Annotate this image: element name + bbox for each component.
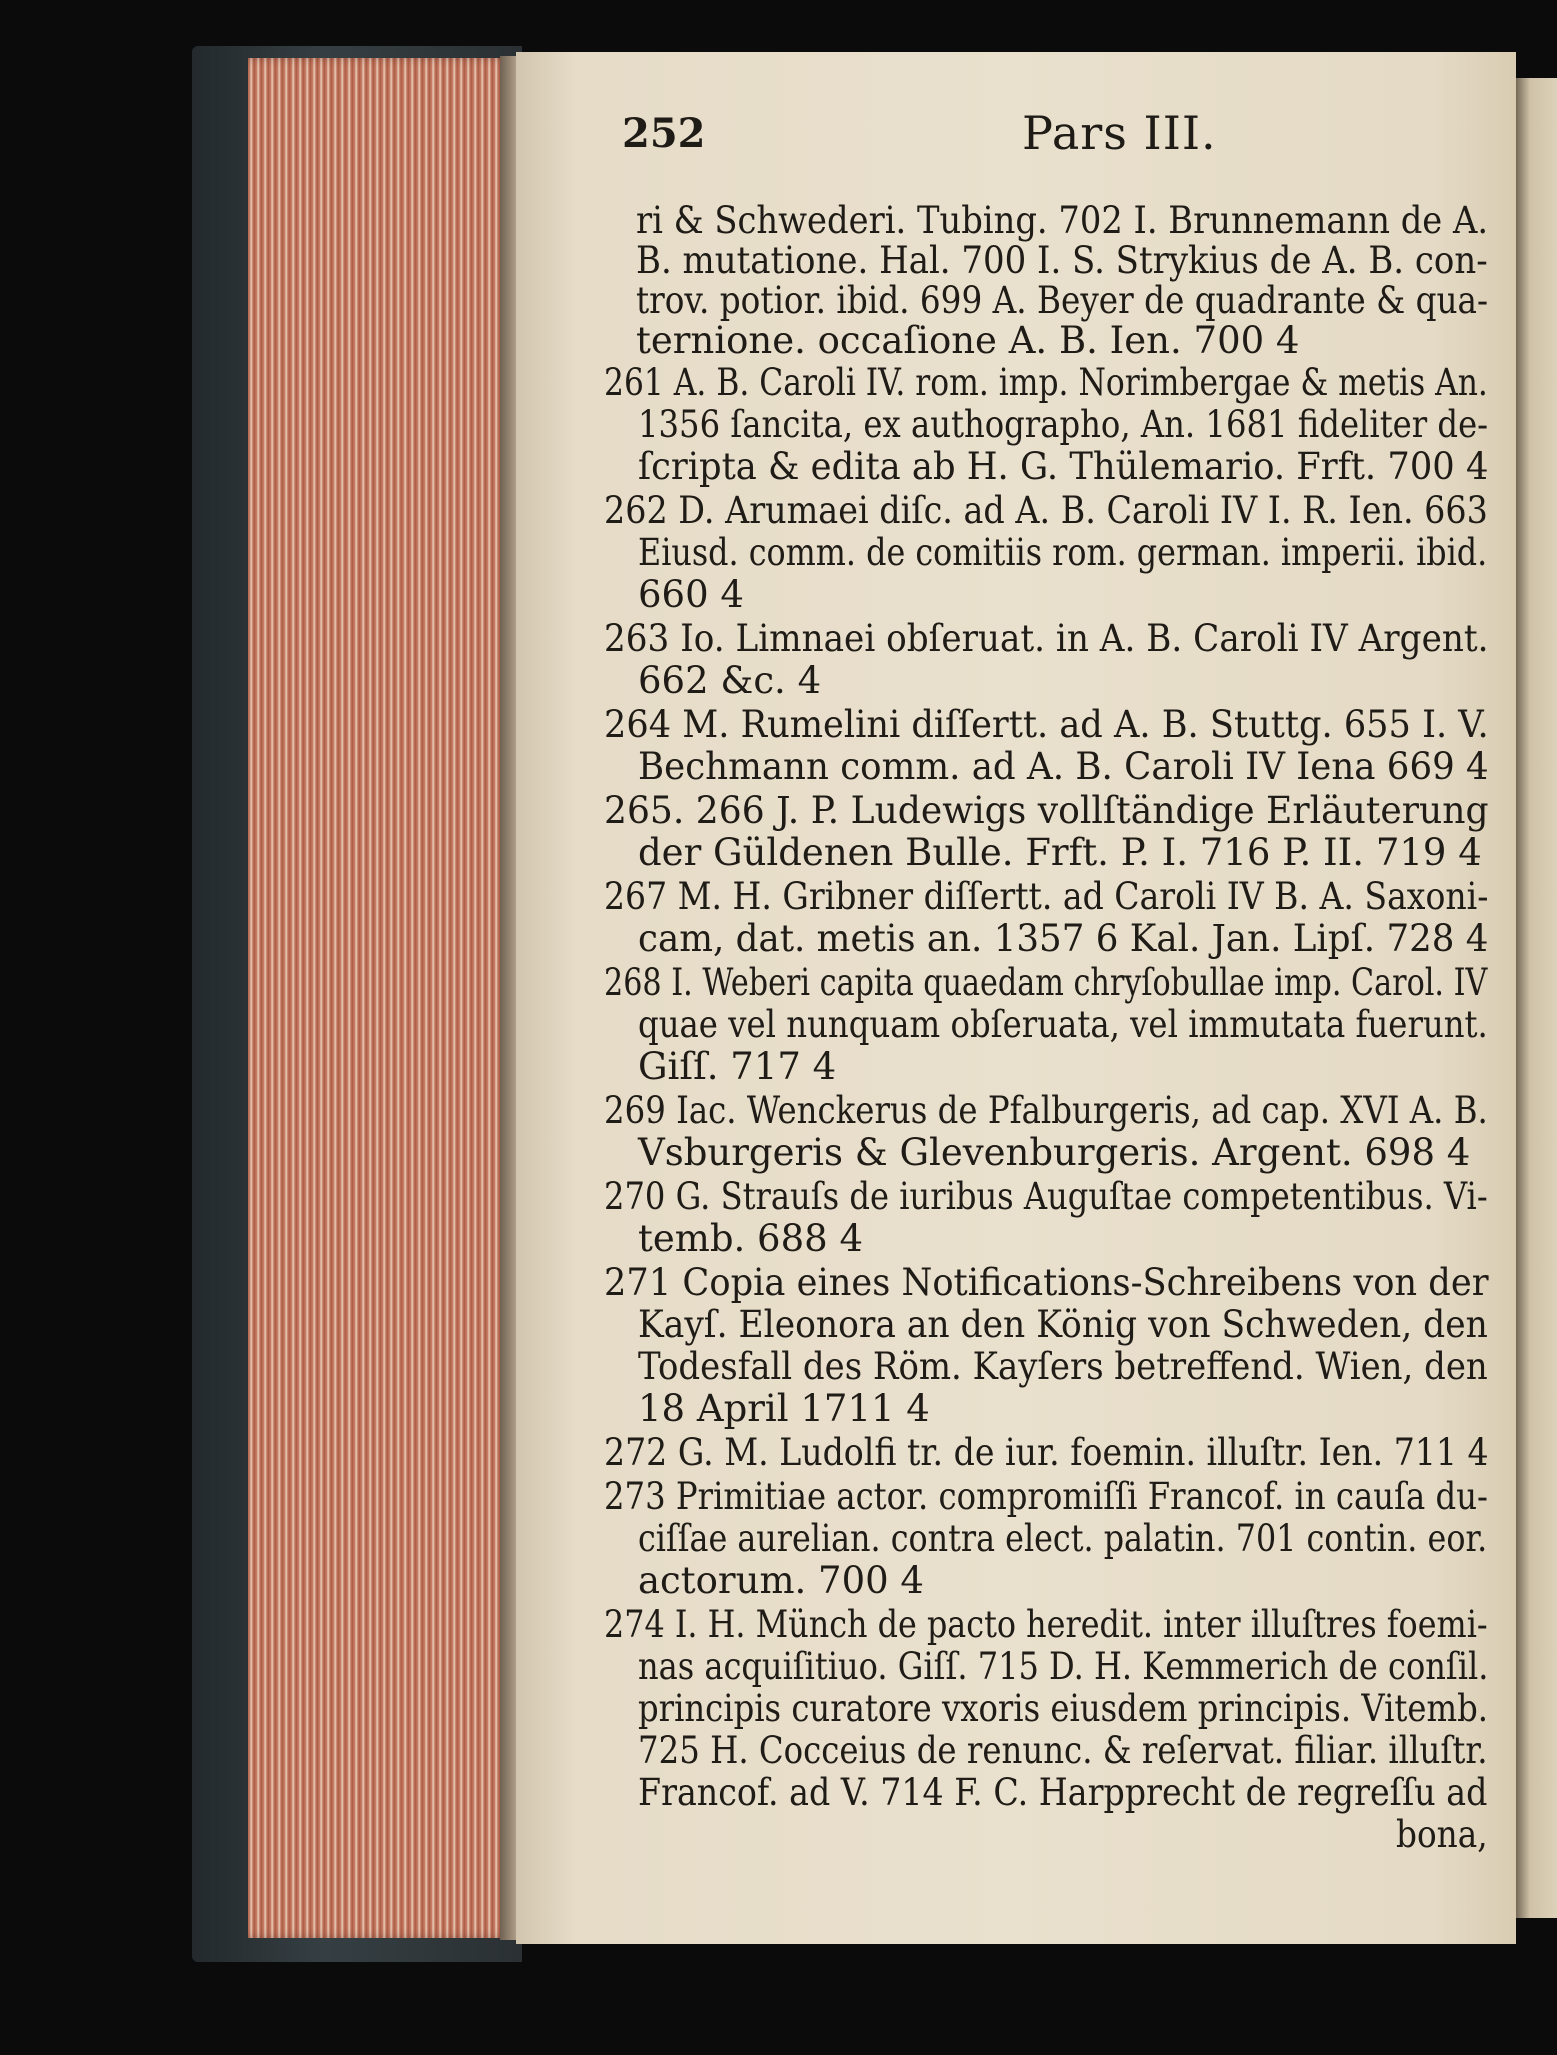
text-line: ciſſae aurelian. contra elect. palatin. 701 contin. eor. — [638, 1517, 1488, 1560]
text-line: nas acquiſitiuo. Giſſ. 715 D. H. Kemmerich de conſil. — [638, 1645, 1489, 1688]
page-header — [622, 100, 1542, 160]
running-head: Pars III. — [1022, 106, 1217, 160]
text-line: Kayſ. Eleonora an den König von Schweden, den — [638, 1303, 1488, 1346]
page-edges — [248, 58, 520, 1938]
text-line: Francof. ad V. 714 F. C. Harpprecht de regreſſu ad — [638, 1771, 1488, 1814]
entry-line: 269 Iac. Wenckerus de Pfalburgeris, ad cap. XVI A. B. — [604, 1089, 1488, 1132]
text-line: 660 4 — [638, 573, 744, 616]
text-line: 1356 ſancita, ex authographo, An. 1681 fideliter de- — [638, 403, 1489, 446]
entry-line: 261 A. B. Caroli IV. rom. imp. Norimbergae & metis An. — [604, 361, 1488, 404]
text-line: Bechmann comm. ad A. B. Caroli IV Iena 669 4 — [638, 745, 1489, 788]
entry-line: 273 Primitiae actor. compromiſſi Francof. in cauſa du- — [604, 1475, 1488, 1518]
text-line: ternione. occaſione A. B. Ien. 700 4 — [636, 319, 1300, 362]
text-line: 725 H. Cocceius de renunc. & reſervat. filiar. illuſtr. — [638, 1729, 1488, 1772]
text-line: principis curatore vxoris eiusdem principis. Vitemb. — [638, 1687, 1488, 1730]
entry-line: 267 M. H. Gribner diſſertt. ad Caroli IV B. A. Saxoni- — [604, 875, 1489, 918]
text-line: temb. 688 4 — [638, 1217, 863, 1260]
entry-line: 265. 266 J. P. Ludewigs vollſtändige Erläuterung — [604, 789, 1489, 832]
text-line: quae vel nunquam obſeruata, vel immutata fuerunt. — [638, 1003, 1488, 1046]
entry-line: 262 D. Arumaei diſc. ad A. B. Caroli IV I. R. Ien. 663 — [604, 489, 1488, 532]
entry-line: 270 G. Strauſs de iuribus Auguſtae competentibus. Vi- — [604, 1175, 1488, 1218]
entry-line: 268 I. Weberi capita quaedam chryſobullae imp. Carol. IV — [604, 961, 1488, 1004]
page-number: 252 — [622, 110, 706, 157]
text-line: Vsburgeris & Glevenburgeris. Argent. 698 4 — [638, 1131, 1471, 1174]
entry-line: 272 G. M. Ludolfi tr. de iur. foemin. illuſtr. Ien. 711 4 — [604, 1431, 1489, 1474]
text-line: B. mutatione. Hal. 700 I. S. Strykius de A. B. con- — [636, 239, 1488, 282]
text-line: Giſſ. 717 4 — [638, 1045, 837, 1088]
text-line: 662 &c. 4 — [638, 659, 822, 702]
text-line: ſcripta & edita ab H. G. Thülemario. Frft. 700 4 — [638, 445, 1489, 488]
catchword: bona, — [1396, 1813, 1488, 1856]
text-line: der Güldenen Bulle. Frft. P. I. 716 P. II. 719 4 — [638, 831, 1482, 874]
text-line: cam, dat. metis an. 1357 6 Kal. Jan. Lipſ. 728 4 — [638, 917, 1489, 960]
text-line: ri & Schwederi. Tubing. 702 I. Brunnemann de A. — [636, 199, 1489, 242]
text-line: Todesfall des Röm. Kayſers betreffend. Wien, den — [638, 1345, 1488, 1388]
text-line: trov. potior. ibid. 699 A. Beyer de quadrante & qua- — [636, 279, 1489, 322]
entry-line: 274 I. H. Münch de pacto heredit. inter illuſtres foemi- — [604, 1603, 1488, 1646]
entry-line: 263 Io. Limnaei obſeruat. in A. B. Caroli IV Argent. — [604, 617, 1489, 660]
text-line: 18 April 1711 4 — [638, 1387, 930, 1430]
facing-page-edge — [1512, 78, 1557, 1918]
entry-line: 264 M. Rumelini diſſertt. ad A. B. Stuttg. 655 I. V. — [604, 703, 1489, 746]
entry-line: 271 Copia eines Notifications-Schreibens von der — [604, 1261, 1489, 1304]
text-line: actorum. 700 4 — [638, 1559, 924, 1602]
text-line: Eiusd. comm. de comitiis rom. german. imperii. ibid. — [638, 531, 1488, 574]
book-page — [516, 52, 1516, 1944]
